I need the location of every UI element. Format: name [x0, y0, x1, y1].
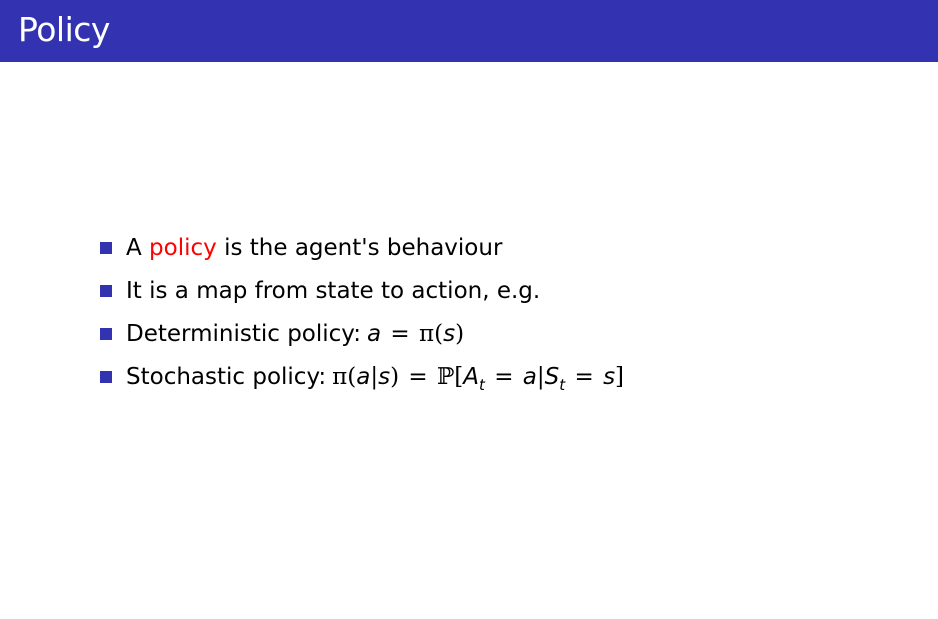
bullet-text-post: is the agent's behaviour	[216, 235, 503, 261]
math-operator: =	[408, 364, 428, 390]
math-operator: )	[390, 364, 400, 390]
bullet-list	[100, 230, 900, 402]
math-symbol: a	[356, 364, 371, 390]
math-operator: =	[574, 364, 594, 390]
math-symbol: s	[443, 321, 456, 347]
math-symbol: π	[332, 364, 348, 390]
math-symbol: ℙ	[436, 364, 455, 390]
math-symbol: S	[544, 364, 560, 390]
square-bullet-icon	[100, 242, 112, 254]
math-operator: (	[347, 364, 357, 390]
math-operator: =	[494, 364, 514, 390]
square-bullet-icon	[100, 328, 112, 340]
math-subscript: t	[479, 376, 485, 394]
bullet-text	[126, 230, 502, 266]
bullet-text	[126, 359, 624, 403]
math-operator: ]	[615, 364, 625, 390]
slide-header	[0, 0, 938, 62]
math-operator: =	[390, 321, 410, 347]
square-bullet-icon	[100, 285, 112, 297]
math-operator: (	[434, 321, 444, 347]
deterministic-label: Deterministic policy:	[126, 321, 361, 347]
list-item	[100, 273, 900, 316]
list-item	[100, 230, 900, 273]
math-symbol: s	[378, 364, 391, 390]
math-symbol: s	[603, 364, 616, 390]
list-item	[100, 316, 900, 359]
list-item	[100, 359, 900, 402]
bullet-text: It is a map from state to action, e.g.	[126, 278, 541, 304]
math-operator: )	[455, 321, 465, 347]
bullet-text	[126, 316, 464, 352]
stochastic-label: Stochastic policy:	[126, 364, 327, 390]
stochastic-formula	[332, 364, 625, 394]
math-operator: |	[370, 364, 379, 390]
deterministic-formula	[367, 321, 464, 347]
slide-title: Policy	[18, 10, 110, 49]
square-bullet-icon	[100, 371, 112, 383]
math-subscript: t	[559, 376, 566, 394]
math-operator: |	[536, 364, 545, 390]
math-symbol: a	[522, 364, 537, 390]
bullet-text-pre: A	[126, 235, 150, 261]
math-symbol: π	[419, 321, 435, 347]
math-symbol: A	[463, 364, 479, 390]
policy-highlight: policy	[149, 235, 217, 261]
math-operator: [	[454, 364, 464, 390]
math-symbol: a	[366, 321, 382, 347]
